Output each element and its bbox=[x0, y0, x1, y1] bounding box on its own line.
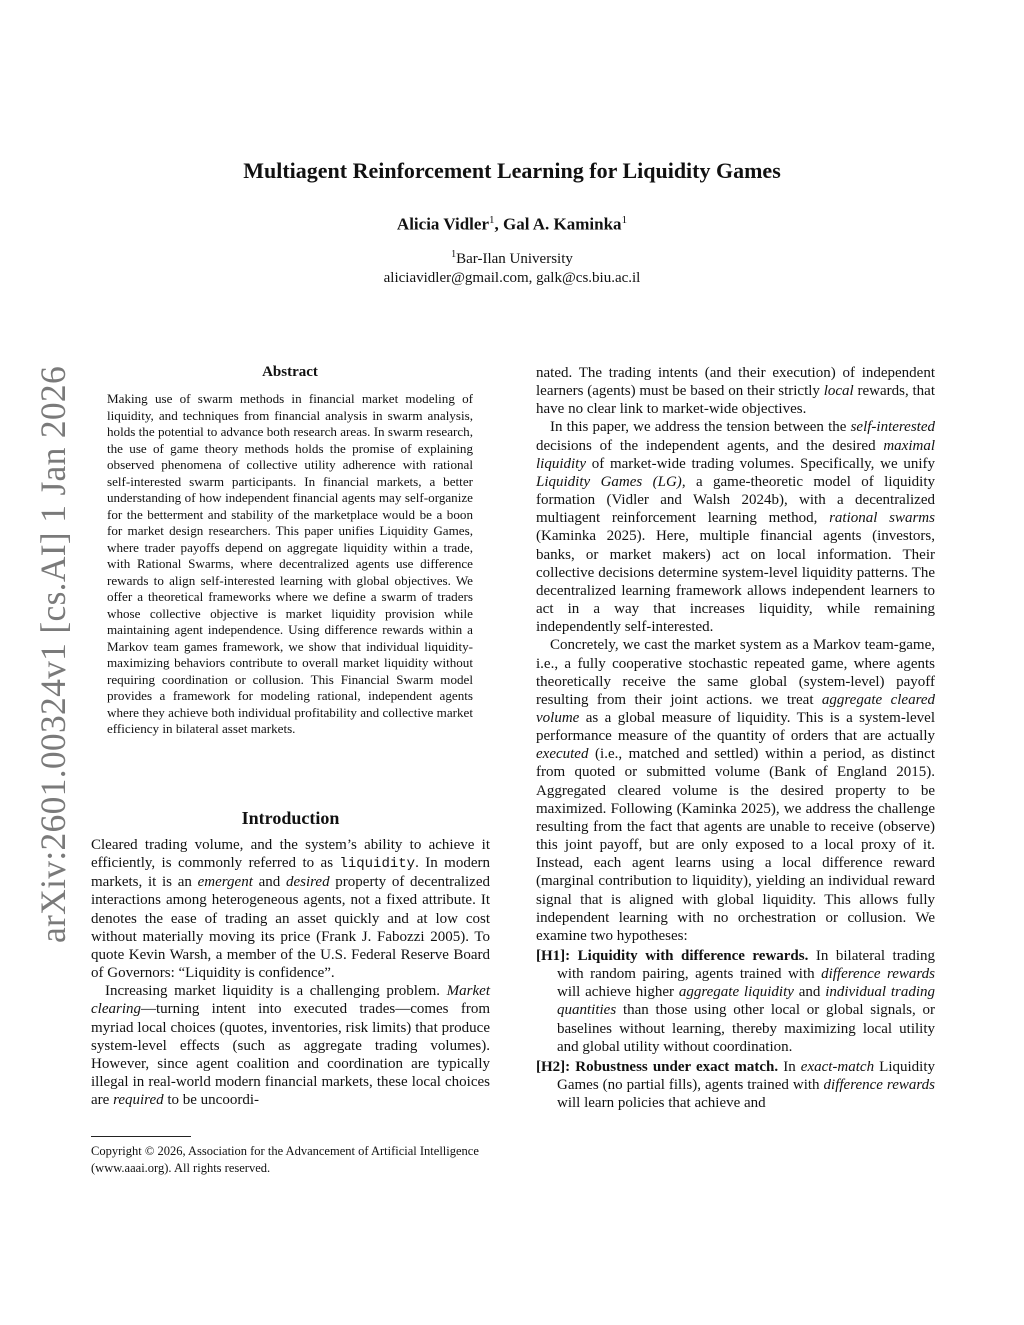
introduction-section bbox=[91, 808, 490, 1109]
arxiv-identifier-stamp: arXiv:2601.00324v1 [cs.AI] 1 Jan 2026 bbox=[33, 365, 73, 943]
text-run: , a game-theoretic model of liquidity formation (Vidler and Walsh 2024b), with a decentralized multiagent reinforcement learning method, bbox=[536, 473, 936, 527]
hypothesis-label: [H1]: Liquidity with difference rewards. bbox=[536, 948, 809, 964]
institution-line bbox=[0, 245, 1024, 269]
abstract-section bbox=[107, 364, 473, 738]
text-run: to be uncoordi- bbox=[163, 1092, 259, 1109]
text-run: . In modern markets, it is an bbox=[91, 855, 490, 891]
abstract-heading: Abstract bbox=[262, 364, 318, 380]
paragraph bbox=[536, 636, 935, 945]
text-run: Increasing market liquidity is a challenging problem. bbox=[105, 983, 447, 1000]
emphasis: aggregate liquidity bbox=[678, 984, 794, 1001]
hypothesis-label: [H2]: Robustness under exact match. bbox=[536, 1058, 779, 1075]
emphasis: maximal liquidity bbox=[536, 437, 935, 472]
author-name: Alicia Vidler bbox=[396, 214, 489, 234]
author-name: Gal A. Kaminka bbox=[503, 214, 622, 234]
abstract-text: Making use of swarm methods in financial market modeling of liquidity, and techniques from financial analysis in swarm analysis, holds the potential to advance both research areas. In swarm research, the use of game theory methods holds the promise of explaining observed phenomena of collective utility adherence with rational self-interested swarm participants. In financial markets, a better understanding of how independent financial agents may self-organize for the betterment and stability of the marketplace would be a boon for market design researchers. This paper unifies Liquidity Games, where trader payoffs depend on aggregate liquidity within a trade, with Rational Swarms, where decentralized agents use difference rewards to align self-interested learning with global objectives. We offer a theoretical frameworks where we define a swarm of traders whose collective objective is market liquidity provision while maintaining agent independence. Using difference rewards within a Markov team games framework, we show that individual liquidity-maximizing behaviors contribute to overall market liquidity without requiring coordination or collusion. This Financial Swarm model provides a framework for modeling rational, independent agents where they achieve both individual profitability and collective market efficiency in bilateral asset markets. bbox=[107, 391, 473, 736]
emphasis: aggregate cleared volume bbox=[536, 691, 936, 726]
text-run: (Kaminka 2025). Here, multiple financial agents (investors, banks, or market makers) act on local information. Their collective decisions determine system-level liquidity patterns. The decentralized learning framework allows independent learners to act in a way that increases liquidity, while remaining independently self-interested. bbox=[536, 528, 935, 636]
author-list bbox=[0, 214, 1024, 235]
emphasis: difference rewards bbox=[821, 966, 936, 983]
text-run: In this paper, we address the tension between the bbox=[550, 419, 851, 436]
text-run: as a global measure of liquidity. This is a system-level performance measure of the quantity of orders that are actually bbox=[536, 709, 935, 745]
introduction-heading: Introduction bbox=[241, 808, 340, 828]
text-run: Liquidity Games (no partial fills), agents trained with bbox=[557, 1058, 935, 1094]
text-run: of market-wide trading volumes. Specifically, we unify bbox=[586, 455, 935, 472]
paragraph bbox=[536, 364, 935, 418]
text-run: nated. The trading intents (and their execution) of independent learners (agents) must be based on their strictly bbox=[536, 365, 935, 400]
text-run: (i.e., matched and settled) within a period, as distinct from quoted or submitted volume (Bank of England 2015). Aggregated cleared volume is the desired property to be maximized. Following (Kaminka 2025), we address the challenge resulting from the fact that agents are unable to receive (observe) this joint payoff, but are only exposed to a local proxy of it. Instead, each agent learns using a local difference reward (marginal contribution to liquidity), yielding an individual reward signal that is aligned with global liquidity. This allows fully independent learning with no orchestration or collusion. We examine two hypotheses: bbox=[536, 746, 935, 944]
emphasis: rational swarms bbox=[829, 510, 935, 527]
emphasis: exact-match bbox=[800, 1058, 875, 1075]
text-run: property of decentralized interactions among heterogeneous agents, not a fixed attribute. It denotes the ease of trading an asset quickly and at low cost without materially moving its price (Frank J. Fabozzi 2005). To quote Kevin Warsh, a member of the U.S. Federal Reserve Board of Governors: “Liquidity is confidence”. bbox=[91, 874, 490, 982]
emphasis: difference rewards bbox=[823, 1077, 935, 1094]
author-separator: , bbox=[494, 214, 503, 234]
emphasis: executed bbox=[536, 746, 589, 763]
paragraph bbox=[91, 982, 490, 1109]
author-emails: aliciavidler@gmail.com, galk@cs.biu.ac.il bbox=[383, 270, 641, 286]
emphasis: self-interested bbox=[850, 419, 935, 436]
text-run: than those using other local or global signals, or baselines without learning, thereby maximizing local utility and global utility without coordination. bbox=[557, 1002, 935, 1055]
footnote-rule bbox=[91, 1136, 191, 1137]
text-run: Cleared trading volume, and the system’s ability to achieve it efficiently, is commonly referred to as bbox=[91, 837, 490, 872]
emphasis: Liquidity Games (LG) bbox=[536, 473, 682, 490]
affiliation-marker: 1 bbox=[489, 214, 495, 226]
text-run: —turning intent into executed trades—comes from myriad local choices (quotes, inventories, risk limits) that produce system-level effects (such as aggregate trading volumes). However, since agent coalition and coordination are typically illegal in real-world modern financial markets, these local choices are bbox=[91, 1001, 490, 1109]
text-run: In bbox=[778, 1058, 801, 1075]
institution-name: Bar-Ilan University bbox=[456, 251, 573, 267]
emphasis: emergent bbox=[197, 874, 253, 891]
text-run: Concretely, we cast the market system as a Markov team-game, i.e., a fully cooperative stochastic repeated game, where agents theoretically receive the same global (system-level) payoff resulting from their joint actions. we treat bbox=[536, 637, 935, 708]
right-column bbox=[536, 364, 935, 1112]
emphasis: local bbox=[823, 383, 854, 400]
paragraph bbox=[536, 418, 935, 636]
affiliation-marker: 1 bbox=[621, 214, 628, 226]
text-run: will achieve higher bbox=[557, 984, 679, 1001]
paragraph bbox=[91, 836, 490, 982]
code-term: liquidity bbox=[339, 856, 416, 873]
hypothesis-h1 bbox=[536, 947, 935, 1056]
text-run: In bilateral trading with random pairing, agents trained with bbox=[557, 948, 936, 983]
emphasis: desired bbox=[285, 874, 330, 891]
text-run: decisions of the independent agents, and the desired bbox=[536, 437, 884, 454]
paper-title: Multiagent Reinforcement Learning for Liquidity Games bbox=[243, 158, 781, 183]
text-run: and bbox=[252, 874, 286, 891]
hypothesis-h2 bbox=[536, 1058, 935, 1112]
emphasis: required bbox=[113, 1092, 164, 1109]
text-run: rewards, that have no clear link to market-wide objectives. bbox=[536, 383, 935, 418]
copyright-footnote bbox=[91, 1136, 490, 1176]
text-run: will learn policies that achieve and bbox=[557, 1095, 766, 1112]
text-run: and bbox=[793, 984, 826, 1001]
affiliation-marker: 1 bbox=[451, 249, 457, 260]
copyright-text: Copyright © 2026, Association for the Advancement of Artificial Intelligence (www.aaai.org). All rights reserved. bbox=[91, 1144, 479, 1175]
emphasis: individual trading quantities bbox=[557, 984, 935, 1019]
affiliation-block bbox=[0, 245, 1024, 288]
emphasis: Market clearing bbox=[91, 983, 490, 1018]
